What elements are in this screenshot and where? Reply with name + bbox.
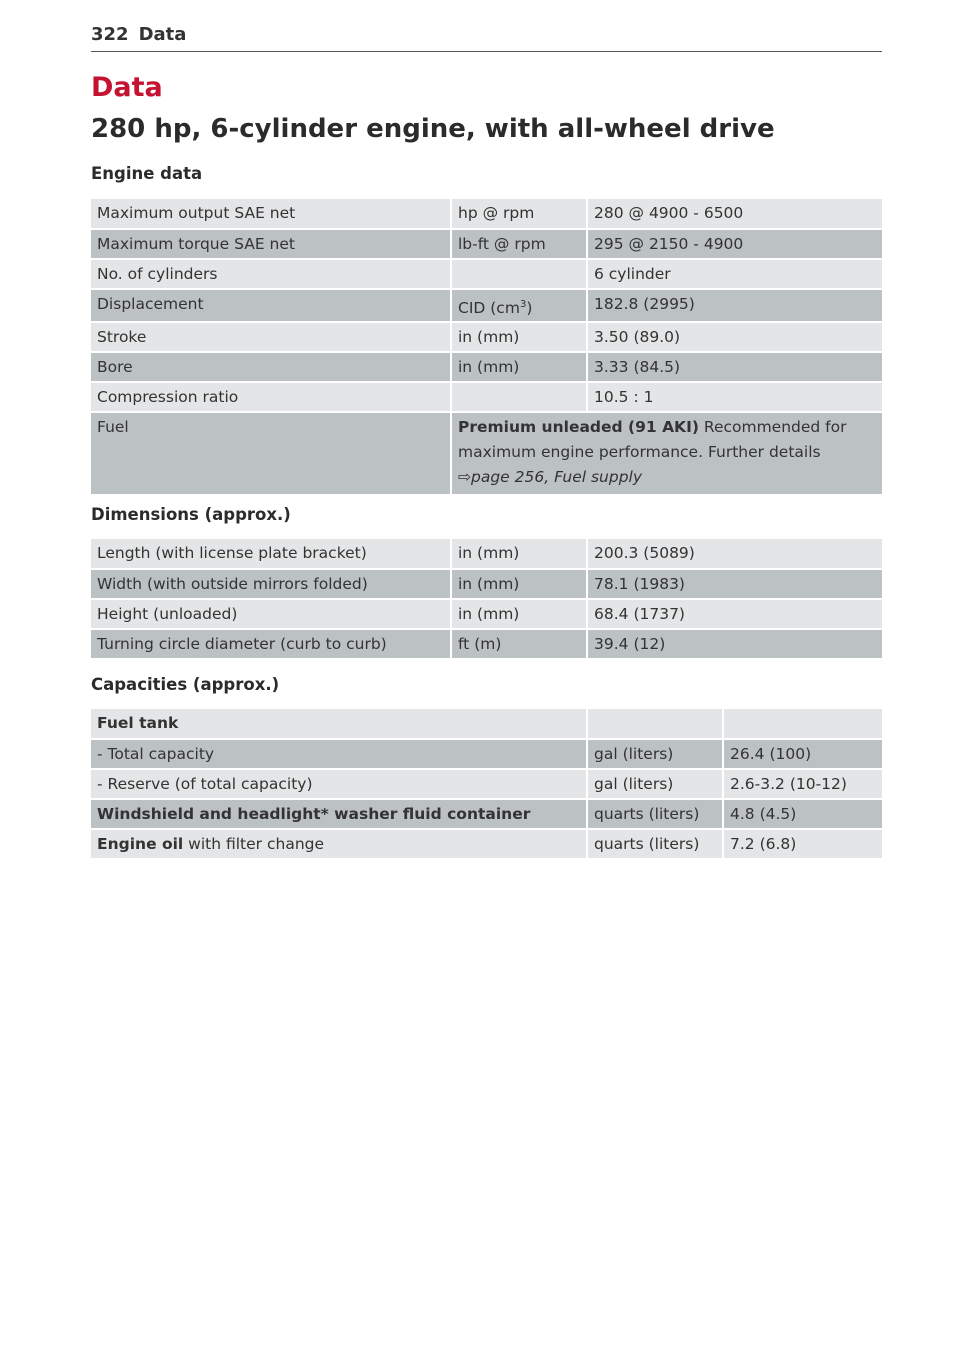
row-label: - Total capacity	[91, 739, 587, 769]
table-row	[91, 709, 882, 739]
row-label: Compression ratio	[91, 382, 451, 412]
row-unit: gal (liters)	[587, 769, 723, 799]
table-row	[91, 629, 882, 659]
row-unit: in (mm)	[451, 569, 587, 599]
unit-superscript: 3	[519, 299, 527, 310]
capacities-table	[91, 709, 882, 860]
row-label: Turning circle diameter (curb to curb)	[91, 629, 451, 659]
row-value: 295 @ 2150 - 4900	[587, 229, 882, 259]
row-unit: in (mm)	[451, 352, 587, 382]
section-title: Data	[91, 72, 163, 103]
row-unit: quarts (liters)	[587, 799, 723, 829]
row-unit: lb-ft @ rpm	[451, 229, 587, 259]
table-row	[91, 539, 882, 569]
row-value	[723, 709, 882, 739]
row-unit	[587, 709, 723, 739]
row-label: No. of cylinders	[91, 259, 451, 289]
row-value: 78.1 (1983)	[587, 569, 882, 599]
row-value: 2.6-3.2 (10-12)	[723, 769, 882, 799]
row-value: 7.2 (6.8)	[723, 829, 882, 859]
row-value: 4.8 (4.5)	[723, 799, 882, 829]
dimensions-table	[91, 539, 882, 660]
table-row	[91, 289, 882, 322]
row-label: Height (unloaded)	[91, 599, 451, 629]
row-value: 182.8 (2995)	[587, 289, 882, 322]
row-label: Width (with outside mirrors folded)	[91, 569, 451, 599]
table-row	[91, 569, 882, 599]
unit-text-end: )	[526, 299, 533, 318]
fuel-type: Premium unleaded (91 AKI)	[458, 418, 699, 437]
row-unit: gal (liters)	[587, 739, 723, 769]
row-value: 39.4 (12)	[587, 629, 882, 659]
fuel-tank-label: Fuel tank	[91, 709, 587, 739]
engine-oil-label: Engine oil	[97, 835, 184, 853]
row-label: - Reserve (of total capacity)	[91, 769, 587, 799]
table-row	[91, 322, 882, 352]
engine-oil-text: with filter change	[183, 835, 325, 853]
row-value: 26.4 (100)	[723, 739, 882, 769]
table-row	[91, 382, 882, 412]
dimensions-heading: Dimensions (approx.)	[91, 505, 291, 524]
row-value: 6 cylinder	[587, 259, 882, 289]
table-row	[91, 199, 882, 229]
row-label: Length (with license plate bracket)	[91, 539, 451, 569]
fuel-description	[451, 412, 882, 495]
unit-text: CID (cm	[458, 299, 520, 318]
row-unit: in (mm)	[451, 322, 587, 352]
table-row	[91, 769, 882, 799]
row-value: 3.50 (89.0)	[587, 322, 882, 352]
capacities-heading: Capacities (approx.)	[91, 675, 280, 694]
row-unit: in (mm)	[451, 539, 587, 569]
row-unit: quarts (liters)	[587, 829, 723, 859]
table-row	[91, 229, 882, 259]
row-label: Displacement	[91, 289, 451, 322]
fuel-text: Recommended for maximum engine performance. Further details	[458, 418, 847, 462]
engine-data-table	[91, 199, 882, 496]
table-row	[91, 799, 882, 829]
row-label: Stroke	[91, 322, 451, 352]
arrow-icon: ⇨	[458, 468, 471, 487]
row-unit	[451, 289, 587, 322]
row-value: 10.5 : 1	[587, 382, 882, 412]
row-label: Maximum torque SAE net	[91, 229, 451, 259]
row-value: 3.33 (84.5)	[587, 352, 882, 382]
page-number: 322	[91, 24, 129, 45]
row-unit: hp @ rpm	[451, 199, 587, 229]
row-label: Fuel	[91, 412, 451, 495]
row-unit	[451, 382, 587, 412]
table-row	[91, 352, 882, 382]
table-row-fuel	[91, 412, 882, 495]
main-title: 280 hp, 6-cylinder engine, with all-wheel drive	[91, 114, 775, 144]
table-row	[91, 259, 882, 289]
row-value: 200.3 (5089)	[587, 539, 882, 569]
row-value: 280 @ 4900 - 6500	[587, 199, 882, 229]
row-label: Maximum output SAE net	[91, 199, 451, 229]
table-row	[91, 599, 882, 629]
table-row	[91, 829, 882, 859]
header-section: Data	[138, 24, 187, 45]
row-unit: ft (m)	[451, 629, 587, 659]
row-label: Windshield and headlight* washer fluid container	[91, 799, 587, 829]
row-label: Bore	[91, 352, 451, 382]
table-row	[91, 739, 882, 769]
row-unit	[451, 259, 587, 289]
row-value: 68.4 (1737)	[587, 599, 882, 629]
row-label	[91, 829, 587, 859]
engine-data-heading: Engine data	[91, 164, 203, 183]
page-reference-link[interactable]: page 256, Fuel supply	[471, 468, 643, 487]
page-header	[91, 24, 882, 52]
row-unit: in (mm)	[451, 599, 587, 629]
